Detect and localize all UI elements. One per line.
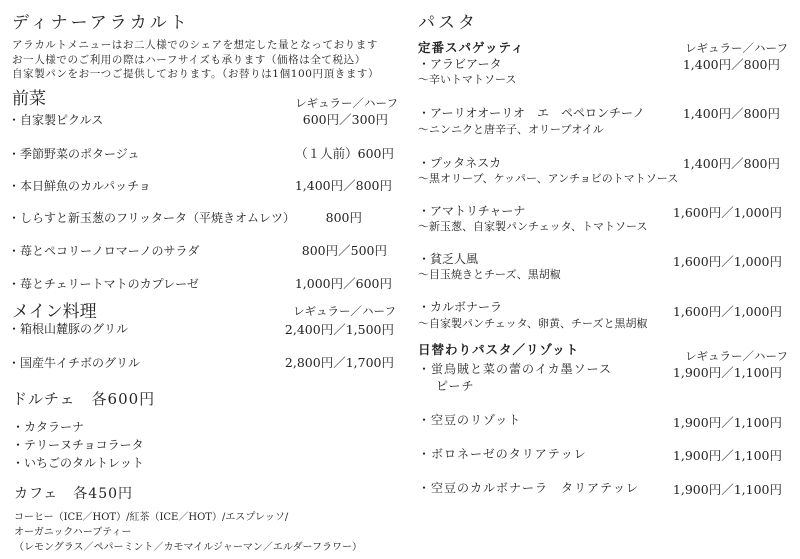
menu-price: 1,400円／800円 (682, 156, 780, 171)
price-header: レギュラー／ハーフ (293, 304, 396, 318)
price-header: レギュラー／ハーフ (685, 41, 788, 55)
menu-item: ・蛍烏賊と菜の蕾のイカ墨ソース (418, 362, 613, 376)
menu-desc: 〜ニンニクと唐辛子、オリーブオイル (418, 123, 604, 136)
menu-desc: 〜辛いトマトソース (418, 73, 517, 86)
menu-desc: 〜黒オリーブ、ケッパー、アンチョビのトマトソース (418, 172, 679, 185)
menu-item: ・自家製ピクルス (8, 113, 104, 127)
menu-price: 1,400円／800円 (294, 178, 392, 193)
menu-item: ・本日鮮魚のカルパッチョ (8, 179, 151, 193)
pasta-title: パスタ (418, 13, 478, 33)
menu-item: ・カタラーナ (12, 420, 85, 434)
section-title-cafe: カフェ 各450円 (14, 486, 134, 502)
menu-item: ・いちごのタルトレット (12, 456, 144, 470)
menu-item: ・プッタネスカ (418, 156, 502, 170)
section-title-dolce: ドルチェ 各600円 (12, 390, 156, 408)
menu-price: 800円 (325, 210, 362, 225)
intro-line: アラカルトメニューはお二人様でのシェアを想定した量となっております (12, 39, 378, 51)
menu-item: ・アーリオオーリオ エ ペペロンチーノ (418, 106, 645, 120)
menu-price: 600円／300円 (302, 112, 388, 127)
menu-price: 1,000円／600円 (294, 276, 392, 291)
cafe-line: （レモングラス／ペパーミント／カモマイルジャーマン／エルダーフラワー） (14, 542, 362, 553)
intro-line: 自家製パンをお一つご提供しております。（お替りは1個100円頂きます） (12, 68, 380, 80)
menu-price: （１人前）600円 (295, 146, 394, 161)
menu-item: ・カルボナーラ (418, 300, 503, 314)
menu-item: ・苺とペコリーノロマーノのサラダ (8, 244, 200, 258)
cafe-line: コーヒー（ICE／HOT）/紅茶（ICE／HOT）/エスプレッソ/ (14, 512, 289, 523)
menu-item: ・箱根山麓豚のグリル (8, 322, 129, 336)
menu-price: 2,800円／1,700円 (284, 355, 394, 370)
section-title-classic: 定番スパゲッティ (418, 40, 525, 55)
menu-price: 2,400円／1,500円 (284, 322, 394, 337)
menu-item: ・苺とチェリートマトのカプレーゼ (8, 277, 199, 291)
cafe-line: オーガニックハーブティー (14, 527, 132, 538)
section-title-main: メイン料理 (12, 302, 97, 322)
price-header: レギュラー／ハーフ (295, 96, 398, 110)
menu-item: ・空豆のカルボナーラ タリアテッレ (418, 481, 640, 495)
menu-price: 1,900円／1,100円 (672, 448, 782, 463)
intro-line: お一人様でのご利用の際はハーフサイズも承ります（価格は全て税込） (12, 53, 366, 66)
menu-price: 1,900円／1,100円 (672, 415, 782, 430)
section-title-zensai: 前菜 (12, 89, 46, 109)
intro-text (12, 38, 379, 82)
menu-item: ・テリーヌチョコラータ (12, 438, 144, 452)
menu-item: ・ボロネーゼのタリアテッレ (418, 447, 587, 461)
section-title-daily: 日替わりパスタ／リゾット (418, 342, 580, 357)
menu-price: 1,400円／800円 (682, 106, 780, 121)
menu-item: ・貧乏人風 (418, 252, 479, 266)
price-header: レギュラー／ハーフ (685, 349, 788, 363)
menu-item: ・季節野菜のポタージュ (8, 147, 140, 161)
menu-desc: 〜新玉葱、自家製パンチェッタ、トマトソース (418, 220, 648, 233)
menu-price: 800円／500円 (301, 243, 387, 258)
menu-item-cont: ピーチ (436, 379, 475, 393)
menu-price: 1,600円／1,000円 (672, 205, 782, 220)
menu-price: 1,900円／1,100円 (672, 365, 782, 380)
menu-price: 1,900円／1,100円 (672, 482, 782, 497)
menu-desc: 〜目玉焼きとチーズ、黒胡椒 (418, 268, 561, 281)
menu-item: ・国産牛イチボのグリル (8, 356, 141, 370)
menu-price: 1,600円／1,000円 (672, 254, 782, 269)
menu-item: ・アマトリチャーナ (418, 204, 526, 218)
page-title: ディナーアラカルト (12, 13, 190, 33)
menu-item: ・アラビアータ (418, 57, 502, 71)
menu-item: ・しらすと新玉葱のフリッタータ（平焼きオムレツ） (8, 211, 296, 225)
menu-price: 1,600円／1,000円 (672, 304, 782, 319)
menu-item: ・空豆のリゾット (418, 413, 522, 427)
menu-price: 1,400円／800円 (682, 57, 780, 72)
menu-desc: 〜自家製パンチェッタ、卵黄、チーズと黒胡椒 (418, 317, 648, 330)
